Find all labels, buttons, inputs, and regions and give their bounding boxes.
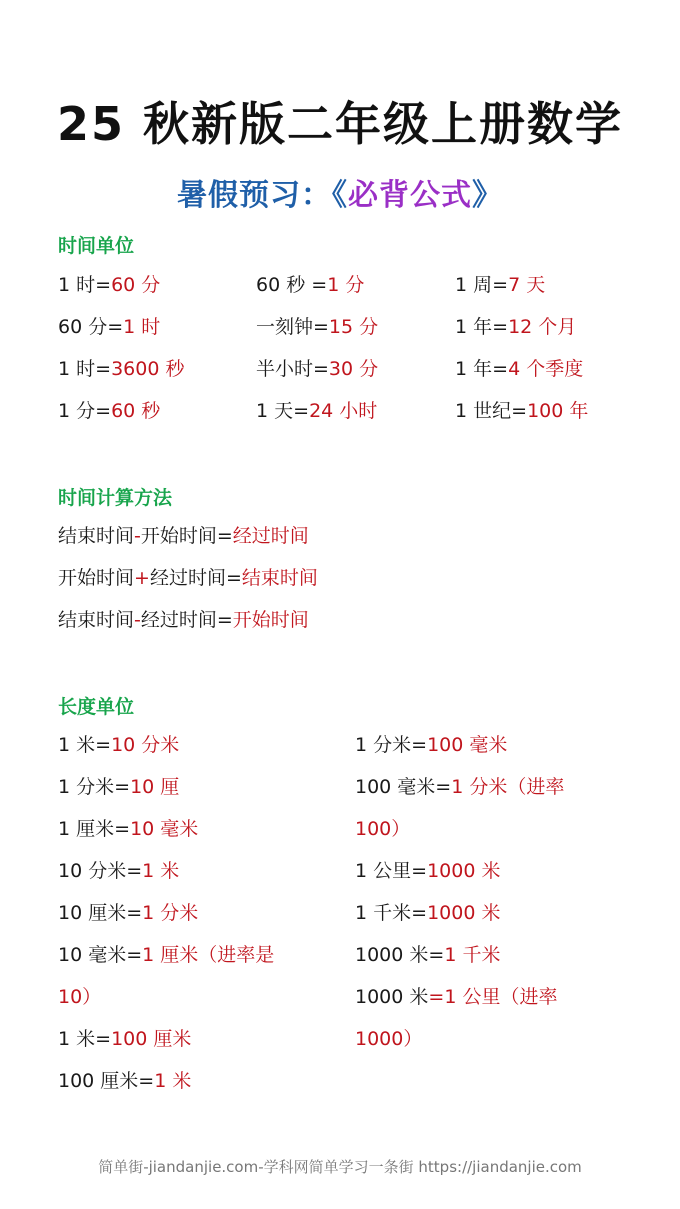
formula-value: 10 分米	[111, 734, 180, 756]
formula-key: 1000 米=	[355, 944, 445, 966]
subtitle-suffix: 》	[472, 178, 503, 213]
list-item	[256, 390, 377, 432]
list-item	[256, 348, 378, 390]
formula-key: 1 天=	[256, 400, 310, 422]
formula-key: 一刻钟=	[256, 316, 329, 338]
formula-value: 1 时	[123, 316, 161, 338]
list-item	[355, 808, 410, 850]
formula-result: 结束时间	[241, 567, 318, 589]
formula-key: 1000 米	[355, 986, 429, 1008]
formula-value: 60 秒	[111, 400, 161, 422]
formula-key: 100 毫米=	[355, 776, 452, 798]
formula-value: 100 毫米	[427, 734, 508, 756]
formula-operator: -	[134, 609, 141, 631]
list-item	[58, 264, 160, 306]
formula-value: 1000 米	[427, 902, 501, 924]
formula-term: 结束时间	[58, 609, 135, 631]
page-subtitle	[0, 170, 680, 214]
formula-key: 1 周=	[455, 274, 509, 296]
list-item	[58, 892, 198, 934]
formula-key: 10 厘米=	[58, 902, 143, 924]
list-item	[58, 306, 160, 348]
formula-result: 经过时间	[232, 525, 309, 547]
formula-value: =1 公里（进率	[428, 986, 558, 1008]
formula-value: 10）	[58, 986, 102, 1008]
list-item	[355, 934, 500, 976]
formula-value: 1 千米	[444, 944, 501, 966]
formula-operator: -	[134, 525, 141, 547]
formula-key: 10 毫米=	[58, 944, 143, 966]
list-item	[455, 264, 545, 306]
formula-key: 1 千米=	[355, 902, 428, 924]
formula-term: 经过时间=	[149, 567, 242, 589]
formula-value: 15 分	[328, 316, 379, 338]
list-item	[355, 766, 564, 808]
list-item	[355, 1018, 422, 1060]
list-item	[455, 306, 576, 348]
formula-key: 半小时=	[256, 358, 329, 380]
formula-term: 开始时间=	[140, 525, 233, 547]
list-item	[455, 348, 583, 390]
list-item	[355, 850, 500, 892]
formula-key: 1 公里=	[355, 860, 428, 882]
list-item	[355, 724, 507, 766]
list-item	[58, 390, 160, 432]
formula-value: 3600 秒	[111, 358, 185, 380]
formula-key: 1 米=	[58, 734, 112, 756]
list-item	[256, 306, 378, 348]
formula-key: 1 分米=	[58, 776, 131, 798]
formula-key: 1 米=	[58, 1028, 112, 1050]
formula-term: 经过时间=	[140, 609, 233, 631]
formula-result: 开始时间	[232, 609, 309, 631]
formula-key: 1 年=	[455, 358, 509, 380]
list-item	[58, 557, 318, 599]
formula-value: 1 厘米（进率是	[142, 944, 275, 966]
list-item	[58, 724, 179, 766]
formula-key: 100 厘米=	[58, 1070, 155, 1092]
formula-value: 1 米	[154, 1070, 192, 1092]
list-item	[58, 808, 198, 850]
formula-value: 4 个季度	[508, 358, 584, 380]
formula-value: 100 年	[527, 400, 589, 422]
list-item	[58, 934, 274, 976]
formula-term: 开始时间	[58, 567, 135, 589]
formula-value: 1000）	[355, 1028, 423, 1050]
footer-watermark: 简单街-jiandanjie.com-学科网简单学习一条街 https://jiandanjie.com	[98, 1158, 582, 1176]
formula-value: 30 分	[328, 358, 379, 380]
formula-key: 10 分米=	[58, 860, 143, 882]
list-item	[355, 892, 500, 934]
formula-value: 1 分米（进率	[451, 776, 565, 798]
formula-value: 1 分米	[142, 902, 199, 924]
subtitle-highlight: 必背公式	[348, 178, 472, 213]
section-title-time-calc: 时间计算方法	[58, 487, 173, 509]
formula-key: 1 年=	[455, 316, 509, 338]
formula-key: 1 时=	[58, 358, 112, 380]
formula-key: 60 分=	[58, 316, 124, 338]
formula-value: 7 天	[508, 274, 546, 296]
formula-key: 60 秒 =	[256, 274, 328, 296]
list-item	[256, 264, 364, 306]
formula-value: 10 毫米	[130, 818, 199, 840]
formula-key: 1 厘米=	[58, 818, 131, 840]
section-title-time-units: 时间单位	[58, 235, 135, 257]
list-item	[58, 976, 101, 1018]
list-item	[355, 976, 557, 1018]
formula-value: 10 厘	[130, 776, 180, 798]
formula-key: 1 世纪=	[455, 400, 528, 422]
formula-key: 1 时=	[58, 274, 112, 296]
formula-value: 12 个月	[508, 316, 577, 338]
formula-operator: +	[134, 567, 150, 589]
formula-term: 结束时间	[58, 525, 135, 547]
formula-value: 100 厘米	[111, 1028, 192, 1050]
page-title: 25 秋新版二年级上册数学	[56, 97, 624, 151]
list-item	[58, 515, 309, 557]
formula-value: 1 分	[327, 274, 365, 296]
list-item	[58, 1060, 191, 1102]
formula-value: 24 小时	[309, 400, 378, 422]
list-item	[58, 348, 184, 390]
section-title-length-units: 长度单位	[58, 696, 135, 718]
list-item	[58, 599, 309, 641]
formula-value: 1000 米	[427, 860, 501, 882]
formula-key: 1 分=	[58, 400, 112, 422]
list-item	[58, 766, 179, 808]
subtitle-prefix: 暑假预习：《	[177, 178, 348, 213]
formula-key: 1 分米=	[355, 734, 428, 756]
list-item	[58, 1018, 191, 1060]
list-item	[58, 850, 179, 892]
formula-value: 100）	[355, 818, 411, 840]
list-item	[455, 390, 588, 432]
formula-value: 60 分	[111, 274, 161, 296]
formula-value: 1 米	[142, 860, 180, 882]
